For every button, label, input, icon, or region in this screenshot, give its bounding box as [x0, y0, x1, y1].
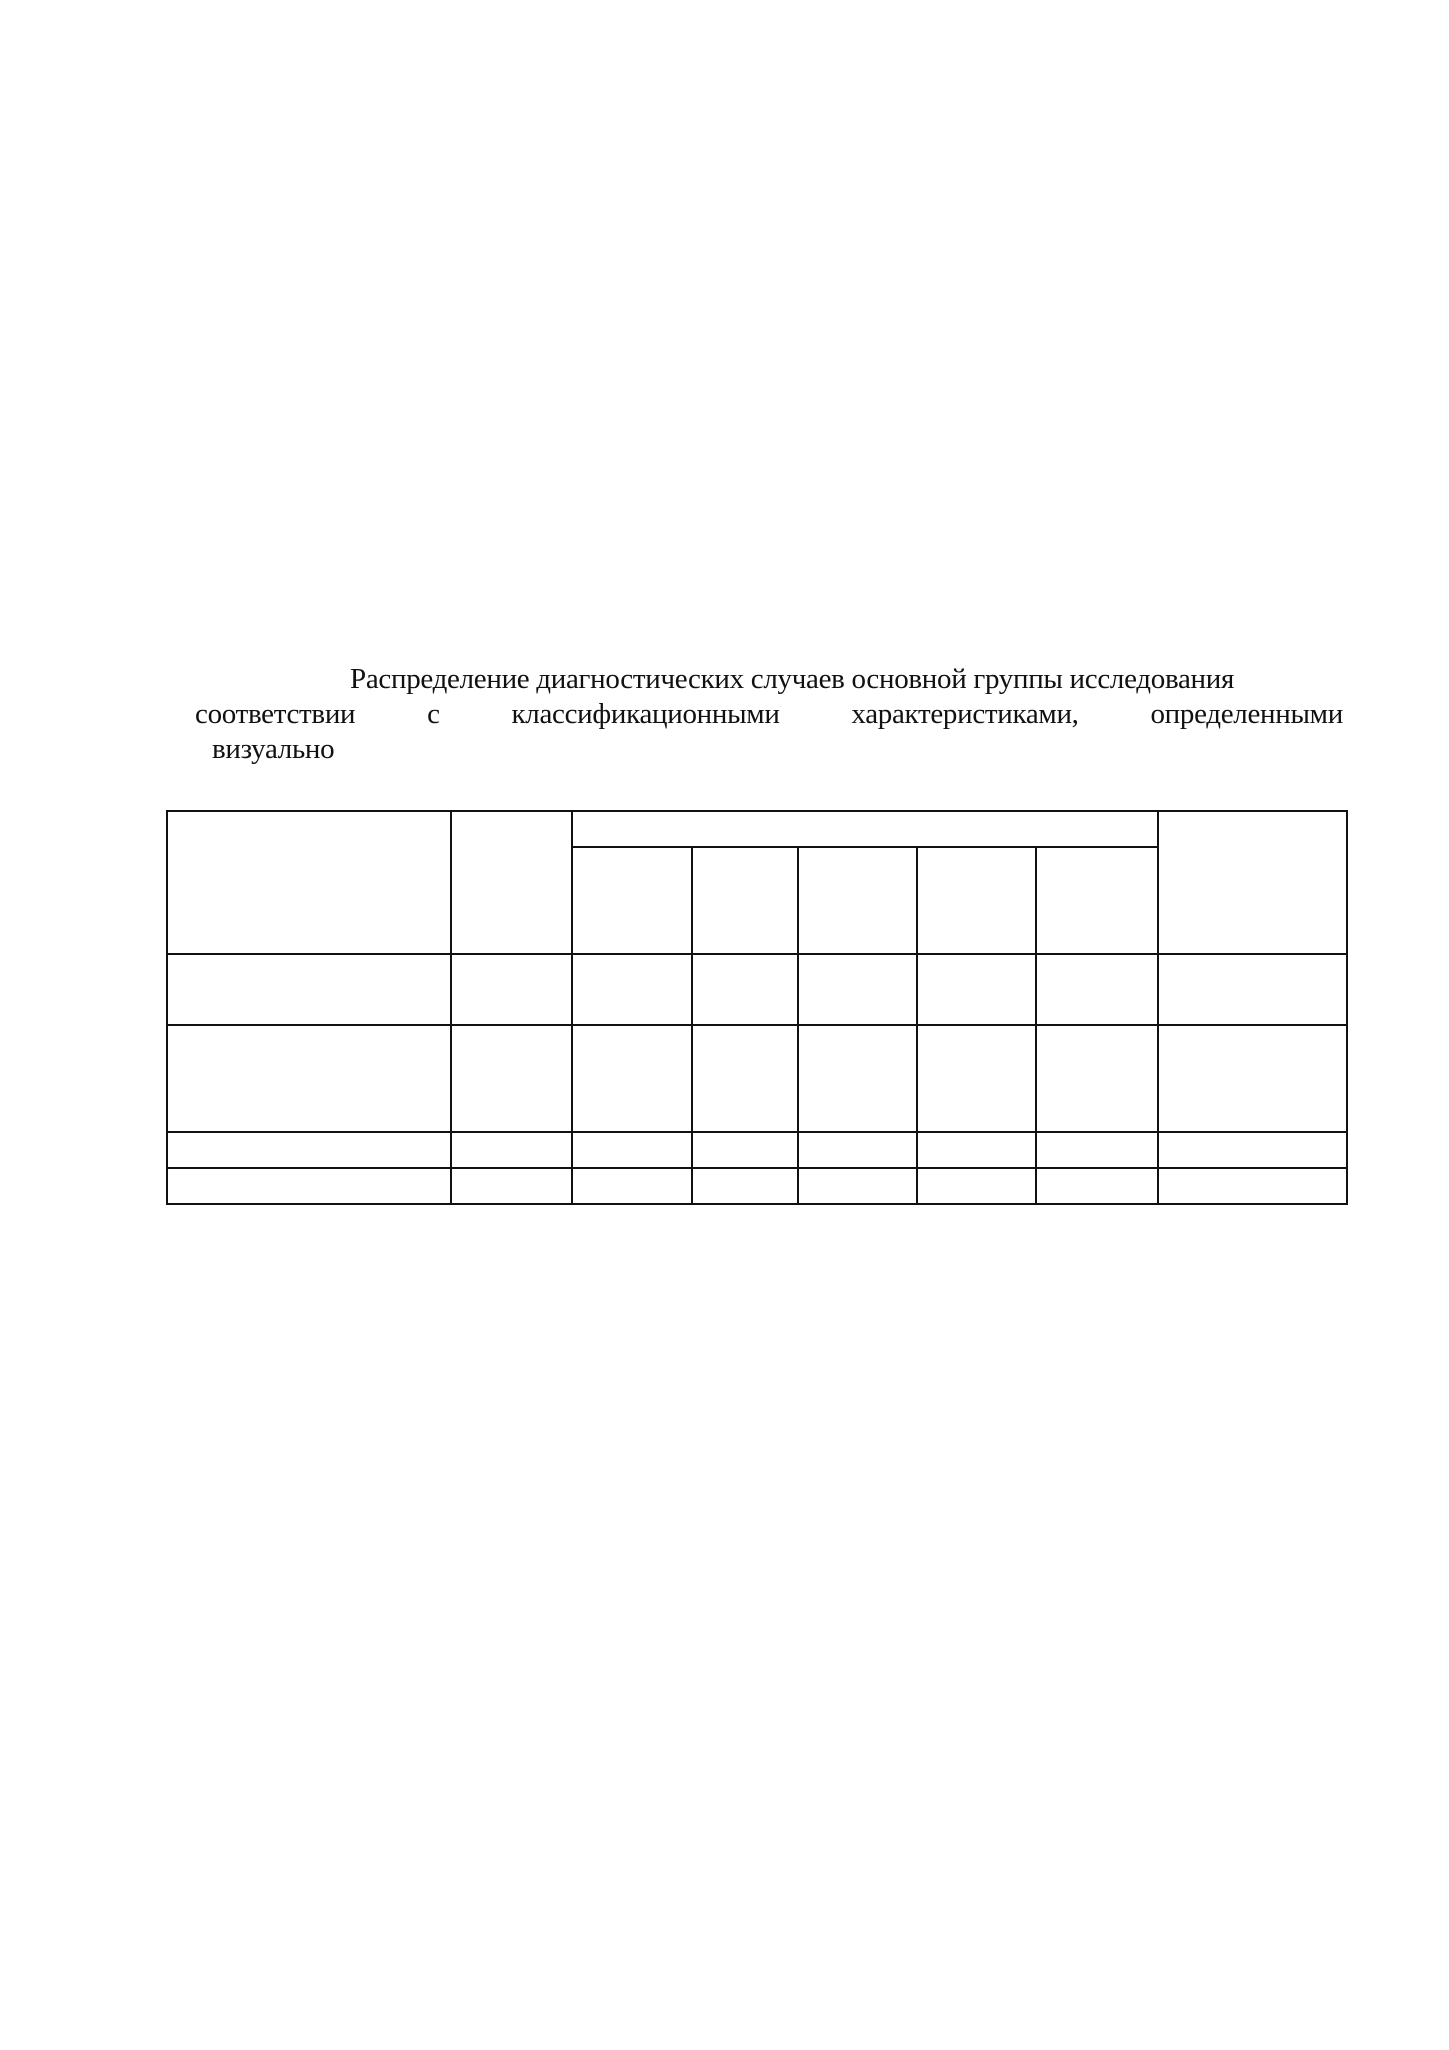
table-row [167, 954, 1347, 1025]
table-cell [572, 1025, 692, 1132]
table-cell [917, 1132, 1036, 1168]
table-caption [195, 662, 1343, 767]
table-cell [692, 1132, 798, 1168]
caption-word: характеристиками, [851, 698, 1079, 730]
table-cell [451, 1025, 572, 1132]
table-subheader-cell [798, 847, 917, 954]
table-subheader-cell [1036, 847, 1158, 954]
table-header-cell [451, 811, 572, 954]
table-header-row [167, 811, 1347, 847]
table-subheader-cell [572, 847, 692, 954]
table-cell [451, 1132, 572, 1168]
table-cell [1158, 954, 1347, 1025]
table-cell [1158, 1025, 1347, 1132]
table-cell [1036, 1025, 1158, 1132]
table-cell [917, 1025, 1036, 1132]
table-cell [167, 1025, 451, 1132]
caption-word: соответствии [195, 698, 356, 730]
table-cell [1036, 1132, 1158, 1168]
table-header-cell [1158, 811, 1347, 954]
table-cell [692, 1025, 798, 1132]
table-cell [798, 1132, 917, 1168]
table-subheader-cell [692, 847, 798, 954]
table-cell [451, 1168, 572, 1204]
table-cell [798, 954, 917, 1025]
table-cell [692, 1168, 798, 1204]
table-cell [798, 1168, 917, 1204]
table-row [167, 1168, 1347, 1204]
caption-word: с [427, 698, 440, 730]
table-cell [572, 1168, 692, 1204]
table-header-cell [167, 811, 451, 954]
table-cell [1158, 1168, 1347, 1204]
caption-line: Распределение диагностических случаев основной группы исследования [350, 663, 1235, 695]
table-cell [167, 1168, 451, 1204]
table-group-header-cell [572, 811, 1158, 847]
table-cell [1036, 1168, 1158, 1204]
caption-justified-line [195, 697, 1343, 732]
classification-table [166, 810, 1348, 1205]
table-cell [451, 954, 572, 1025]
table-cell [572, 1132, 692, 1168]
table-cell [798, 1025, 917, 1132]
table-cell [1158, 1132, 1347, 1168]
table-row [167, 1025, 1347, 1132]
caption-word: определенными [1150, 698, 1343, 730]
table-cell [572, 954, 692, 1025]
table-cell [692, 954, 798, 1025]
table-cell [917, 954, 1036, 1025]
table-subheader-cell [917, 847, 1036, 954]
table-cell [1036, 954, 1158, 1025]
caption-line: визуально [212, 733, 335, 765]
table-row [167, 1132, 1347, 1168]
table-cell [167, 1132, 451, 1168]
table-cell [167, 954, 451, 1025]
caption-word: классификационными [511, 698, 780, 730]
table-cell [917, 1168, 1036, 1204]
